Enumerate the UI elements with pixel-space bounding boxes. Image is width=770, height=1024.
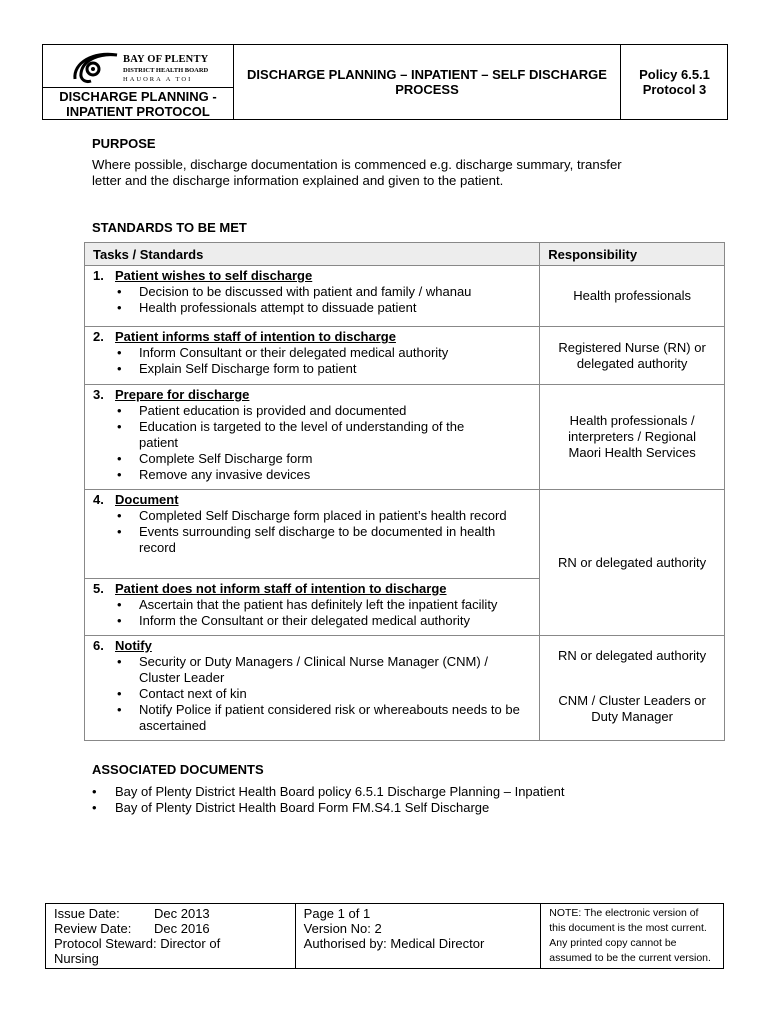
responsibility-cell: RN or delegated authority	[540, 490, 725, 636]
footer-note-cell	[541, 904, 724, 969]
page-number: Page 1 of 1	[303, 906, 371, 921]
header-left-cell	[43, 45, 234, 119]
list-item: • Notify Police if patient considered risk or whereabouts needs to be ascertained	[93, 702, 533, 734]
list-item: • Contact next of kin	[93, 686, 533, 702]
note-line: assumed to be the current version.	[549, 952, 711, 964]
associated-list	[92, 784, 564, 816]
responsibility-cell: Health professionals / interpreters / Regional Maori Health Services	[540, 385, 725, 490]
table-header-row	[85, 243, 725, 266]
note-line: NOTE: The electronic version of	[549, 907, 699, 919]
bop-dhb-logo	[71, 49, 231, 89]
list-item: • Events surrounding self discharge to be documented in health record	[93, 524, 533, 556]
document-footer	[45, 903, 724, 969]
task-bullets	[93, 284, 533, 316]
task-cell	[85, 266, 540, 327]
task-cell	[85, 636, 540, 741]
task-bullets	[93, 654, 533, 734]
task-title: 3. Prepare for discharge	[93, 387, 250, 402]
list-item: • Completed Self Discharge form placed in patient’s health record	[93, 508, 533, 524]
task-title: 6. Notify	[93, 638, 152, 653]
document-title: DISCHARGE PLANNING – INPATIENT – SELF DISCHARGE PROCESS	[247, 67, 607, 97]
list-item: • Complete Self Discharge form	[93, 451, 533, 467]
list-item: • Explain Self Discharge form to patient	[93, 361, 533, 377]
document-header	[42, 44, 728, 120]
responsibility-cell: RN or delegated authority CNM / Cluster Leaders or Duty Manager	[540, 636, 725, 741]
purpose-heading: PURPOSE	[92, 136, 156, 151]
logo-line-2: DISTRICT HEALTH BOARD	[123, 67, 209, 74]
responsibility-cell: Health professionals	[540, 266, 725, 327]
protocol-steward: Protocol Steward: Director of	[54, 936, 221, 951]
task-cell	[85, 327, 540, 385]
col-header-tasks: Tasks / Standards	[85, 243, 540, 266]
standards-heading: STANDARDS TO BE MET	[92, 220, 247, 235]
logo-line-3: HAUORA A TOI	[123, 76, 193, 83]
purpose-line-1: Where possible, discharge documentation is commenced e.g. discharge summary, transfer	[92, 157, 622, 172]
koru-logo-icon	[71, 49, 121, 85]
task-title: 1. Patient wishes to self discharge	[93, 268, 313, 283]
table-row	[85, 385, 725, 490]
policy-number	[621, 67, 728, 97]
standards-table	[84, 242, 725, 741]
note-line: Any printed copy cannot be	[549, 937, 677, 949]
authorised-by: Authorised by: Medical Director	[303, 936, 485, 951]
list-item: • Bay of Plenty District Health Board Form FM.S4.1 Self Discharge	[92, 800, 564, 816]
associated-heading: ASSOCIATED DOCUMENTS	[92, 762, 264, 777]
task-cell	[85, 579, 540, 636]
list-item: • Patient education is provided and documented	[93, 403, 533, 419]
list-item: • Remove any invasive devices	[93, 467, 533, 483]
footer-page-cell	[295, 904, 541, 969]
list-item: • Bay of Plenty District Health Board policy 6.5.1 Discharge Planning – Inpatient	[92, 784, 564, 800]
task-bullets	[93, 345, 533, 377]
issue-date-value: Dec 2013	[154, 906, 210, 921]
logo-line-1: BAY OF PLENTY	[123, 54, 209, 65]
review-date-label: Review Date:	[54, 921, 132, 936]
task-title: 5. Patient does not inform staff of intention to discharge	[93, 581, 447, 596]
review-date-value: Dec 2016	[154, 921, 210, 936]
version-number: Version No: 2	[303, 921, 382, 936]
task-bullets	[93, 403, 533, 483]
task-cell	[85, 490, 540, 579]
task-title: 4. Document	[93, 492, 179, 507]
list-item: • Health professionals attempt to dissuade patient	[93, 300, 533, 316]
purpose-text	[92, 157, 622, 189]
list-item: • Education is targeted to the level of understanding of the patient	[93, 419, 533, 451]
responsibility-cell: Registered Nurse (RN) or delegated authority	[540, 327, 725, 385]
policy-label: Policy 6.5.1	[639, 67, 710, 82]
task-bullets	[93, 597, 533, 629]
protocol-steward-cont: Nursing	[54, 951, 99, 966]
col-header-responsibility: Responsibility	[540, 243, 725, 266]
list-item: • Inform the Consultant or their delegated medical authority	[93, 613, 533, 629]
purpose-line-2: letter and the discharge information explained and given to the patient.	[92, 173, 504, 188]
table-row	[85, 327, 725, 385]
list-item: • Inform Consultant or their delegated medical authority	[93, 345, 533, 361]
task-bullets	[93, 508, 533, 556]
note-line: this document is the most current.	[549, 922, 707, 934]
footer-dates-cell	[46, 904, 296, 969]
list-item: • Security or Duty Managers / Clinical Nurse Manager (CNM) / Cluster Leader	[93, 654, 533, 686]
task-cell	[85, 385, 540, 490]
table-row	[85, 636, 725, 741]
task-title: 2. Patient informs staff of intention to discharge	[93, 329, 396, 344]
list-item: • Ascertain that the patient has definitely left the inpatient facility	[93, 597, 533, 613]
table-row	[85, 266, 725, 327]
protocol-label: Protocol 3	[642, 82, 707, 97]
table-row	[85, 490, 725, 579]
issue-date-label: Issue Date:	[54, 906, 120, 921]
list-item: • Decision to be discussed with patient and family / whanau	[93, 284, 533, 300]
protocol-name: DISCHARGE PLANNING - INPATIENT PROTOCOL	[59, 89, 217, 119]
